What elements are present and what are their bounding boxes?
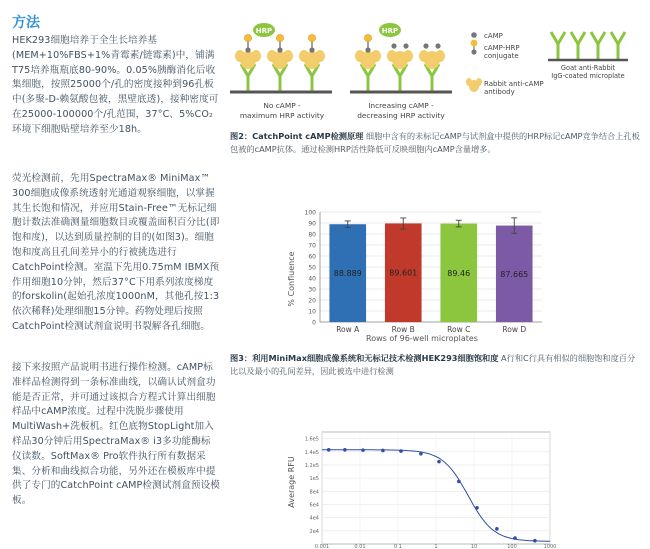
x-tick-label: Row C	[447, 325, 471, 334]
figure2-caption-text: 细胞中含有的未标记cAMP与试剂盒中提供的HRP标记cAMP竞争结合上孔板包被的cAMP抗体。通过检测HRP活性降低可反映细胞内cAMP含量增多。	[230, 131, 640, 154]
x-tick-label: 1	[434, 544, 438, 549]
y-tick-label: 40	[308, 275, 316, 283]
x-tick-label: 10	[470, 544, 478, 549]
data-point	[475, 506, 479, 510]
y-tick-label: 1.4e5	[304, 449, 319, 456]
methods-paragraph-2: 荧光检测前，先用SpectraMax® MiniMax™ 300细胞成像系统透射光通道观察细胞，以掌握其生长饱和情况，并应用Stain-Free™无标记细胞计数法准确测量细胞数目或覆盖面积百分比(即饱和度)，以达到质量控制的目的(如图3)。细胞饱和度高且孔间差异小的行被挑选进行CatchPoint检测。室温下先用0.75mM IBMX预作用细胞10分钟，然后37°C下用系列浓度梯度的forskolin(起始孔浓度1000nM，其他孔按1:3依次稀释)处理细胞15分钟。药物处理后按照CatchPoint检测试剂盒说明书裂解各孔细胞。	[12, 173, 220, 332]
legend-antibody-2: antibody	[484, 88, 515, 96]
antibody-icon	[466, 78, 482, 92]
section-heading: 方法	[12, 15, 40, 31]
legend-plate-2: IgG-coated microplate	[551, 72, 625, 80]
diagram-legend	[466, 32, 628, 96]
hrp-label-right: HRP	[381, 27, 399, 35]
right-panel-antibodies	[350, 23, 452, 92]
bar-value-label: 89.46	[447, 268, 471, 278]
data-point	[327, 448, 331, 452]
y-tick-label: 2e4	[309, 528, 319, 535]
data-point	[533, 539, 537, 543]
data-point	[399, 449, 403, 453]
x-tick-label: 100	[507, 544, 517, 549]
methods-paragraph-3: 接下来按照产品说明书进行操作检测。cAMP标准样品检测得到一条标准曲线，以确认试剂盒功能是否正常，并可通过该拟合方程式计算出细胞样品中cAMP浓度。过程中洗脱步骤使用MultiWash+洗板机。红色底物StopLight加入样品30分钟后用SpectraMax® i3多功能酶标仪读数。SoftMax® Pro软件执行所有数据采集、分析和曲线拟合功能，另外还在模板库中提供了专门的CatchPoint cAMP检测试剂盒预设模板。	[12, 362, 220, 507]
y-tick-label: 20	[308, 297, 316, 305]
legend-antibody-1: Rabbit anti-cAMP	[484, 80, 544, 88]
left-panel-caption-2: maximum HRP activity	[239, 111, 325, 120]
confluence-bar-chart	[280, 204, 550, 344]
figure2-caption	[230, 130, 642, 155]
y-axis-label: % Confluence	[287, 251, 296, 307]
y-tick-label: 4e4	[309, 515, 319, 522]
data-point	[495, 527, 499, 531]
curve-y-axis-label: Average RFU	[287, 456, 296, 508]
y-tick-label: 1.6e5	[304, 436, 319, 443]
right-panel-caption-1: Increasing cAMP -	[368, 101, 434, 110]
catchpoint-principle-diagram	[228, 8, 648, 126]
figure3-caption-text: A行和C行具有相似的细胞饱和度百分比以及最小的孔间差异，因此被选中进行检测	[230, 353, 636, 376]
figure3-caption	[230, 352, 642, 377]
bar-value-label: 87.665	[500, 269, 529, 279]
bar-value-label: 88.889	[333, 269, 362, 279]
y-tick-label: 10	[308, 308, 316, 316]
y-tick-label: 100	[304, 209, 316, 217]
camp-icon	[471, 32, 477, 38]
hrp-label: HRP	[255, 27, 273, 35]
legend-conjugate-2: conjugate	[484, 52, 519, 60]
data-point	[419, 452, 423, 456]
camp-dose-response-chart	[282, 418, 582, 549]
x-tick-label: 1000	[543, 544, 557, 549]
y-tick-label: 8e4	[309, 489, 319, 496]
conjugate-icon	[471, 40, 478, 47]
right-panel-caption-2: decreasing HRP activity	[357, 111, 445, 120]
methods-paragraph-1: HEK293细胞培养于全生长培养基(MEM+10%FBS+1%青霉素/链霉素)中，铺满T75培养瓶瓶底80-90%。0.05%胰酶消化后收集细胞，按照25000个/孔的密度接种到96孔板中(多聚-D-赖氨酸包被，黑壁底透)，接种密度可在25000-100000个/孔范围，37°C、5%CO₂环境下细胞贴壁培养至少18h。	[12, 35, 219, 135]
x-tick-label: Row D	[502, 325, 527, 334]
y-tick-label: 30	[308, 286, 316, 294]
y-tick-label: 50	[308, 264, 316, 272]
left-panel-antibodies	[230, 23, 332, 92]
x-tick-label: 0.001	[314, 544, 330, 549]
data-point	[361, 448, 365, 452]
y-tick-label: 1e5	[309, 476, 319, 483]
x-tick-label: 0.01	[354, 544, 366, 549]
left-panel-caption-1: No cAMP -	[263, 101, 301, 110]
data-point	[457, 480, 461, 484]
figure3-caption-title: 图3：利用MiniMax细胞成像系统和无标记技术检测HEK293细胞饱和度	[230, 353, 499, 363]
data-point	[343, 448, 347, 452]
legend-conjugate-1: cAMP-HRP	[484, 44, 520, 52]
data-point	[437, 460, 441, 464]
x-tick-label: Row B	[391, 325, 415, 334]
figure2-caption-title: 图2：CatchPoint cAMP检测原理	[230, 131, 364, 141]
legend-plate-1: Goat anti-Rabbit	[560, 64, 616, 72]
x-tick-label: Row A	[336, 325, 360, 334]
y-tick-label: 70	[308, 242, 316, 250]
y-tick-label: 6e4	[309, 502, 319, 509]
data-point	[513, 536, 517, 540]
bar-value-label: 89.601	[389, 268, 418, 278]
legend-camp: cAMP	[484, 32, 503, 40]
y-tick-label: 80	[308, 231, 316, 239]
data-point	[381, 449, 385, 453]
y-tick-label: 90	[308, 220, 316, 228]
y-tick-label: 60	[308, 253, 316, 261]
x-tick-label: 0.1	[394, 544, 402, 549]
y-tick-label: 0	[312, 319, 316, 327]
y-tick-label: 1.2e5	[304, 462, 319, 469]
x-axis-label: Rows of 96-well microplates	[366, 334, 478, 343]
